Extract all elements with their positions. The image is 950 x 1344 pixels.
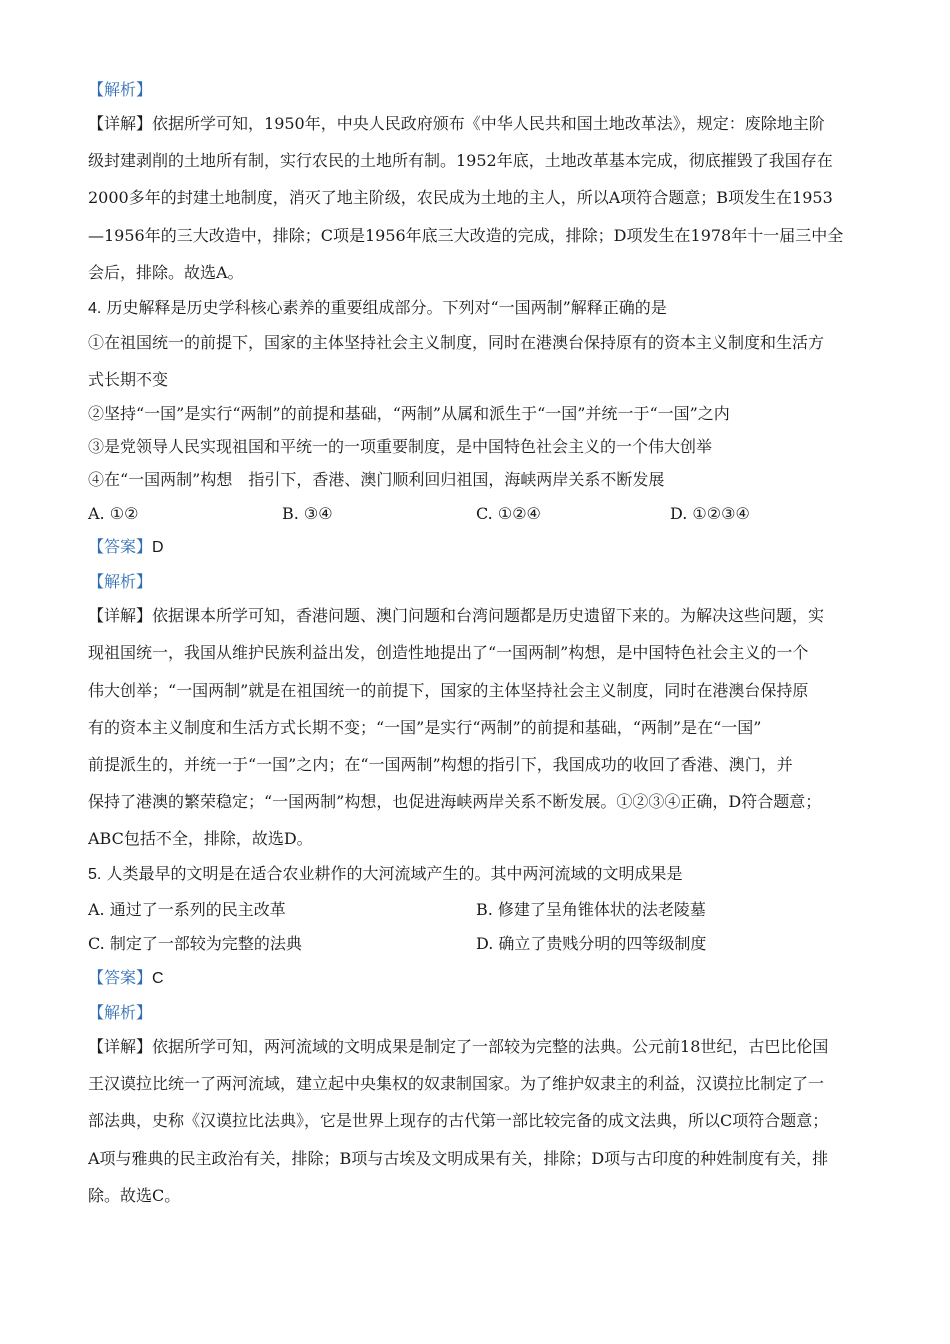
- answer-line: [88, 968, 878, 989]
- question-4-stem: [88, 298, 878, 319]
- item-text: ③是党领导人民实现祖国和平统一的一项重要制度，是中国特色社会主义的一个伟大创举: [88, 437, 713, 456]
- detail-paragraph-line: [88, 263, 878, 283]
- detail-paragraph-line: [88, 643, 878, 663]
- text-line: 依据所学可知，1950年，中央人民政府颁布《中华人民共和国土地改革法》，规定：废除地主阶: [152, 114, 825, 133]
- question-4-item: [88, 470, 878, 490]
- text-line: 依据所学可知，两河流域的文明成果是制定了一部较为完整的法典。公元前18世纪，古巴比伦国: [152, 1037, 829, 1056]
- detail-tag: 【详解】: [88, 606, 153, 625]
- text-line: 保持了港澳的繁荣稳定；“一国两制”构想，也促进海峡两岸关系不断发展。①②③④正确，D符合题意；: [88, 792, 822, 811]
- option-b: B. ③④: [282, 504, 333, 523]
- option-d: D. 确立了贵贱分明的四等级制度: [476, 934, 707, 953]
- answer-line: [88, 537, 878, 558]
- answer-tag: 【答案】: [88, 968, 153, 987]
- answer-tag: 【答案】: [88, 537, 153, 556]
- detail-paragraph-line: [88, 1186, 878, 1206]
- text-line: 前提派生的，并统一于“一国”之内；在“一国两制”构想的指引下，我国成功的收回了香港、澳门，并: [88, 755, 793, 774]
- question-number: 5.: [88, 866, 102, 883]
- text-line: 部法典，史称《汉谟拉比法典》，它是世界上现存的古代第一部比较完备的成文法典，所以C项符合题意；: [88, 1111, 829, 1130]
- detail-paragraph-line: [88, 1149, 878, 1169]
- analysis-tag: 【解析】: [88, 80, 153, 99]
- option-b: B. 修建了呈角锥体状的法老陵墓: [476, 900, 706, 919]
- detail-paragraph-line: [88, 226, 878, 246]
- detail-paragraph-line: [88, 606, 878, 626]
- detail-paragraph-line: [88, 1037, 878, 1057]
- answer-value: C: [152, 970, 164, 987]
- text-line: 现祖国统一，我国从维护民族利益出发，创造性地提出了“一国两制”构想，是中国特色社会主义的一个: [88, 643, 809, 662]
- answer-value: D: [152, 539, 164, 556]
- detail-paragraph-line: [88, 1111, 878, 1131]
- question-4-item: [88, 333, 878, 353]
- item-text: ②坚持“一国”是实行“两制”的前提和基础，“两制”从属和派生于“一国”并统一于“一国”之内: [88, 404, 730, 423]
- detail-paragraph-line: [88, 718, 878, 738]
- analysis-heading: [88, 80, 878, 100]
- text-line: 除。故选C。: [88, 1186, 181, 1205]
- detail-paragraph-line: [88, 1074, 878, 1094]
- analysis-tag: 【解析】: [88, 572, 153, 591]
- item-text: ①在祖国统一的前提下，国家的主体坚持社会主义制度，同时在港澳台保持原有的资本主义制度和生活方: [88, 333, 825, 352]
- option-a: A. 通过了一系列的民主改革: [88, 900, 286, 919]
- detail-paragraph-line: [88, 681, 878, 701]
- question-4-item: [88, 437, 878, 457]
- analysis-tag: 【解析】: [88, 1003, 153, 1022]
- option-a: A. ①②: [88, 504, 139, 523]
- text-line: 依据课本所学可知，香港问题、澳门问题和台湾问题都是历史遗留下来的。为解决这些问题，实: [152, 606, 825, 625]
- detail-tag: 【详解】: [88, 1037, 153, 1056]
- detail-paragraph-line: [88, 792, 878, 812]
- question-4-item: [88, 404, 878, 424]
- text-line: 2000多年的封建土地制度，消灭了地主阶级，农民成为土地的主人，所以A项符合题意；B项发生在1953: [88, 188, 833, 207]
- detail-paragraph-line: [88, 188, 878, 208]
- text-line: 级封建剥削的土地所有制，实行农民的土地所有制。1952年底，土地改革基本完成，彻底摧毁了我国存在: [88, 151, 833, 170]
- detail-tag: 【详解】: [88, 114, 153, 133]
- option-c: C. ①②④: [476, 504, 541, 523]
- question-text: 历史解释是历史学科核心素养的重要组成部分。下列对“一国两制”解释正确的是: [106, 298, 667, 317]
- detail-paragraph-line: [88, 151, 878, 171]
- text-line: —1956年的三大改造中，排除；C项是1956年底三大改造的完成，排除；D项发生在1978年十一届三中全: [88, 226, 844, 245]
- text-line: 有的资本主义制度和生活方式长期不变；“一国”是实行“两制”的前提和基础，“两制”是在“一国”: [88, 718, 762, 737]
- text-line: A项与雅典的民主政治有关，排除；B项与古埃及文明成果有关，排除；D项与古印度的种姓制度有关，排: [88, 1149, 829, 1168]
- option-d: D. ①②③④: [670, 504, 750, 523]
- analysis-heading: [88, 572, 878, 592]
- text-line: 会后，排除。故选A。: [88, 263, 244, 282]
- text-line: ABC包括不全，排除，故选D。: [88, 829, 313, 848]
- item-text: 式长期不变: [88, 370, 169, 389]
- detail-paragraph-line: [88, 755, 878, 775]
- item-text: ④在“一国两制”构想 指引下，香港、澳门顺利回归祖国，海峡两岸关系不断发展: [88, 470, 665, 489]
- text-line: 王汉谟拉比统一了两河流域，建立起中央集权的奴隶制国家。为了维护奴隶主的利益，汉谟拉比制定了一: [88, 1074, 825, 1093]
- detail-paragraph-line: [88, 114, 878, 134]
- detail-paragraph-line: [88, 829, 878, 849]
- question-text: 人类最早的文明是在适合农业耕作的大河流域产生的。其中两河流域的文明成果是: [106, 864, 683, 883]
- text-line: 伟大创举；“一国两制”就是在祖国统一的前提下，国家的主体坚持社会主义制度，同时在港澳台保持原: [88, 681, 809, 700]
- question-number: 4.: [88, 300, 102, 317]
- question-4-item: [88, 370, 878, 390]
- analysis-heading: [88, 1003, 878, 1023]
- question-5-stem: [88, 864, 878, 885]
- option-c: C. 制定了一部较为完整的法典: [88, 934, 302, 953]
